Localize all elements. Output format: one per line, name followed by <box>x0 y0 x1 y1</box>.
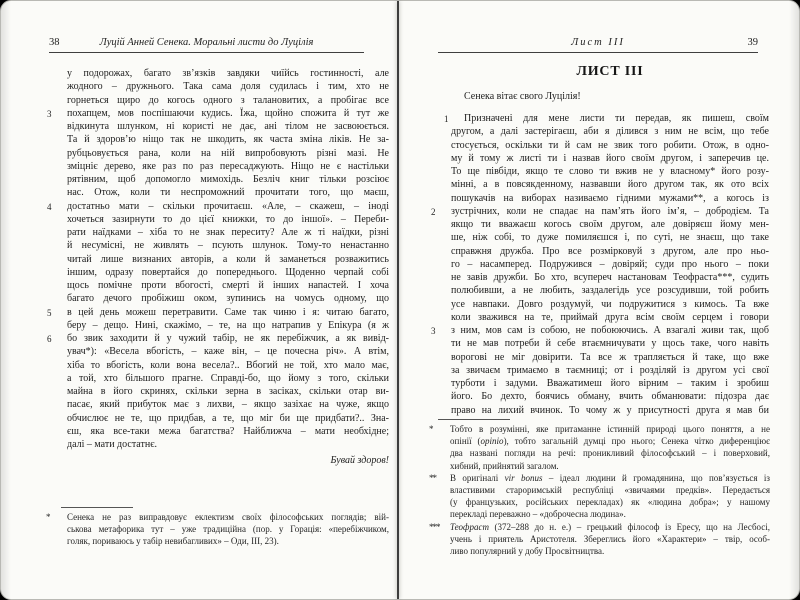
text-line: хочеться зазирнути то до цієї книжки, то до іншої». – Переби- <box>67 213 389 225</box>
text-line: пасає, який прибуток має з лихви, – якщо зазіхає на чуже, якщо <box>67 399 389 411</box>
text-line: нас. Отож, коли ти неспроможний прочитати того, що маєш, <box>67 187 389 199</box>
letter-title: ЛИСТ III <box>576 64 644 79</box>
footnote-marker: * <box>46 512 50 522</box>
text-line: якщо ти вважаєш когось своїм другом, але довіряєш йому мен- <box>451 219 769 230</box>
footnotes <box>429 423 770 557</box>
text-line: пошукачів на виборах називаємо гідними мужами**, а когось із <box>451 192 769 204</box>
text-line: Та й здоров’ю ніщо так не шкодить, як часта зміна ліків. Не за- <box>67 134 389 146</box>
footnote-marker: ** <box>429 472 436 483</box>
footnote-line: Тобто в розумінні, яке притаманне істинній природі цього поняття, а не <box>450 424 770 434</box>
running-title: Луцій Анней Сенека. Моральні листи до Луцілія <box>99 37 314 48</box>
text-line: не завів дружби. Бо хто, всупереч настановам Теофраста***, судить <box>451 272 769 283</box>
text-line: беру – дещо. Нині, скажімо, – те, на що натрапив у Епікура (я ж <box>67 319 389 331</box>
footnote-line: ливо популярний у добу Просвітництва. <box>450 545 605 556</box>
text-line: у подорожах, багато зв’язків завдяки чиїйсь гостинності, але <box>67 68 389 79</box>
text-line: коли зважився на те, приймай друга всім своїм серцем і говори <box>451 311 769 323</box>
footnotes <box>46 511 389 548</box>
text-line: в цей день можеш перетравити. Саме так чиню і я: читаю багато, 5 <box>67 306 389 319</box>
page-body <box>431 112 769 417</box>
page-header-right <box>438 37 758 51</box>
text-line: відкинута шлунком, ні користі не дає, ані тілом не засвоюється. <box>67 121 389 132</box>
text-line: мінні, а в повсякденному, назвавши його другом так, як ото всіх <box>451 179 769 191</box>
footnote <box>429 472 770 521</box>
paragraph-number: 2 <box>431 206 436 217</box>
text-line: багато дечого пробіжиш оком, зупинись на чомусь одному, що <box>67 293 389 305</box>
text-line: з ним, мов сам із собою, не побоюючись. А взагалі живи так, щоб 3 <box>451 324 769 337</box>
footnote <box>429 423 770 472</box>
text-line: достатньо мати – скільки прочитаєш. «Але, – скажеш, – іноді 4 <box>67 200 389 213</box>
text-line: єш, яка все-таки межа багатства? Найближча – мати необхідне; <box>67 425 389 437</box>
text-line: другом, а далі застерігаєш, аби я ділився з ним не всім, що тебе <box>451 126 769 138</box>
paragraph-number: 5 <box>47 307 52 318</box>
text-line: стосується, оскільки ти й сам не звик того робити. Отож, в одно- <box>451 139 769 151</box>
running-title: Лист III <box>571 37 625 48</box>
text-line: й несумісні, не живлять – псують шлунок. Тому-то ненастанно <box>67 240 389 252</box>
paragraph-number: 4 <box>47 201 52 212</box>
paragraph-number: 3 <box>431 326 436 336</box>
text-line: зміцніє дерево, яке раз по раз пересаджують. Ніщо не є настільки <box>67 160 389 172</box>
text-line: ти не мав потреби й себе втаємничувати у щось таке, чого навіть <box>451 338 769 350</box>
text-line: майна в його скринях, скільки зерна в засіках, скільки отар ви- <box>67 386 389 397</box>
book-spine <box>397 1 399 599</box>
footnote-marker: * <box>429 424 433 434</box>
letter-signoff: Бувай здоров! <box>330 455 389 466</box>
text-line: турботи і задуми. Вважатимеш його вірним – таким і зробиш <box>451 378 769 389</box>
text-line: зустрічних, коли не спадає на пам’ять його ім’я, – добродієм. Та 2 <box>451 205 769 218</box>
footnote-line: Теофраст (372–288 до н. е.) – грецький філософ із Ересу, що на Лесбосі, <box>450 521 770 532</box>
header-rule <box>438 52 758 53</box>
text-line: обчислює не те, що придбав, а те, що міг би ще придбати?.. Зна- <box>67 412 389 424</box>
footnote-line: голяк, пориваюсь у табір невибагливих» – Оди, III, 23). <box>67 536 279 547</box>
text-line: читай лише визнаних авторів, а коли й заманеться розважитись <box>67 253 389 265</box>
text-line: справжня дружба. Про все розмірковуй з другом, але про ньо- <box>451 245 769 257</box>
text-line: То ще півбіди, якщо те слово ти вжив не у власному* його розу- <box>451 166 769 177</box>
footnote-line: учень і приятель Аристотеля. Збереглись його «Характери» – твір, особ- <box>450 533 770 544</box>
text-line: ворогові не міг довірити. Та все ж трапляється й таке, що вже <box>451 351 769 363</box>
salutation: Сенека вітає свого Луцілія! <box>464 91 581 102</box>
paragraph-number: 1 <box>444 114 449 124</box>
footnote-marker: *** <box>429 521 440 532</box>
footnote-line: два названі погляди на речі: проникливий філософський – і поверховий, <box>450 448 770 459</box>
text-line: му й тому ж листі ти і назвав його своїм другом, і заперечив це. <box>451 152 769 164</box>
footnote-line: В оригіналі vir bonus – ідеал людини й громадянина, що пов’язується із <box>450 472 770 483</box>
text-line: а той, хто більшого прагне. Справді-бо, що йому з того, скільки <box>67 372 389 384</box>
page-edge-shadow-right <box>789 1 799 599</box>
text-line: далі – мати достатнє. <box>67 439 158 450</box>
text-line: рати наїдками – хіба то не знак переситу? Але ж ті наїдки, різні <box>67 227 389 238</box>
text-line: за звичаєм тримаємо в таємниці; от і розділяй із другом усі свої <box>451 364 769 376</box>
page-number: 38 <box>49 37 60 48</box>
footnote-line: Сенека не раз виправдовує еклектизм своїх філософських поглядів; вій- <box>67 512 389 522</box>
footnote-line: властивими староримській республіці «звичаями предків». Передається <box>450 484 770 495</box>
page-edge-shadow-left <box>1 1 11 599</box>
text-line: Призначені для мене листи ти передав, як пишеш, своїм 1 <box>451 112 769 125</box>
text-line: усе навпаки. Довго роздумуй, чи подружитися з кимось. Та вже <box>451 298 769 310</box>
text-line: його. Бо дехто, боячись обману, вчить обманювати: підозра дає <box>451 391 769 403</box>
text-line: похапцем, мов поспішаючи кудись. Їжа, щойно спожита й тут же 3 <box>67 107 389 120</box>
footnote-separator <box>438 419 510 420</box>
footnote-line: ськова метафорика тут – уже традиційна (пор. у Горація: «перебіжчиком, <box>67 524 389 535</box>
text-line: іншим, одразу повертайся до попереднього. Щоденно черпай собі <box>67 266 389 278</box>
text-line: го – насамперед. Подружився – довіряй; суди про нього – поки <box>451 258 769 270</box>
footnote-separator <box>61 507 133 508</box>
paragraph-number: 3 <box>47 108 52 119</box>
text-line: бо звик заходити й у чужий табір, не як перебіжчик, а як вивід- 6 <box>67 332 389 345</box>
footnote <box>429 521 770 558</box>
text-line: горнеться щиро до когось одного з талановитих, а пробігає все <box>67 94 389 106</box>
footnote-line: хибний, прийнятий загалом. <box>450 460 559 471</box>
text-line: ше, ніж собі, то дуже помиляєшся і, по суті, не знаєш, що таке <box>451 232 769 244</box>
text-line: рятівним, щоб допомогло мимохідь. Безліч книг тільки розсіює <box>67 174 389 185</box>
page-number: 39 <box>747 37 758 48</box>
paragraph-number: 6 <box>47 334 52 344</box>
text-line: жодного – дружнього. Така сама доля судилась і тим, хто не <box>67 81 389 93</box>
footnote-line: (у французьких, російських перекладах) як «людина добра»; у нашому <box>450 497 770 508</box>
footnote <box>46 511 389 548</box>
text-line: право на лихий вчинок. То чому ж у присутності друга я мав би <box>451 404 769 416</box>
page-body <box>47 67 389 451</box>
footnote-line: перекладі переважно – «доброчесна людина». <box>450 509 626 520</box>
text-line: увач*): «Весела вбогість, – каже він, – це почесна річ». А втім, <box>67 346 389 358</box>
page-header-left <box>49 37 364 51</box>
text-line: рубцьовується рана, коли на ній випробовують різні мазі. Не <box>67 147 389 159</box>
text-line: щось помічне проти вбогості, смерті й інших напастей. І хоча <box>67 280 389 291</box>
text-line: полюбивши, а не любить, заздалегідь усе розсудивши, той робить <box>451 285 769 297</box>
header-rule <box>49 52 364 53</box>
text-line: хіба то вбогість, коли вона весела?.. Вбогий не той, хто мало має, <box>67 359 389 371</box>
footnote-line: опінії (opinio), тобто загальній думці про нього; Сенека чітко диференціює <box>450 436 770 447</box>
